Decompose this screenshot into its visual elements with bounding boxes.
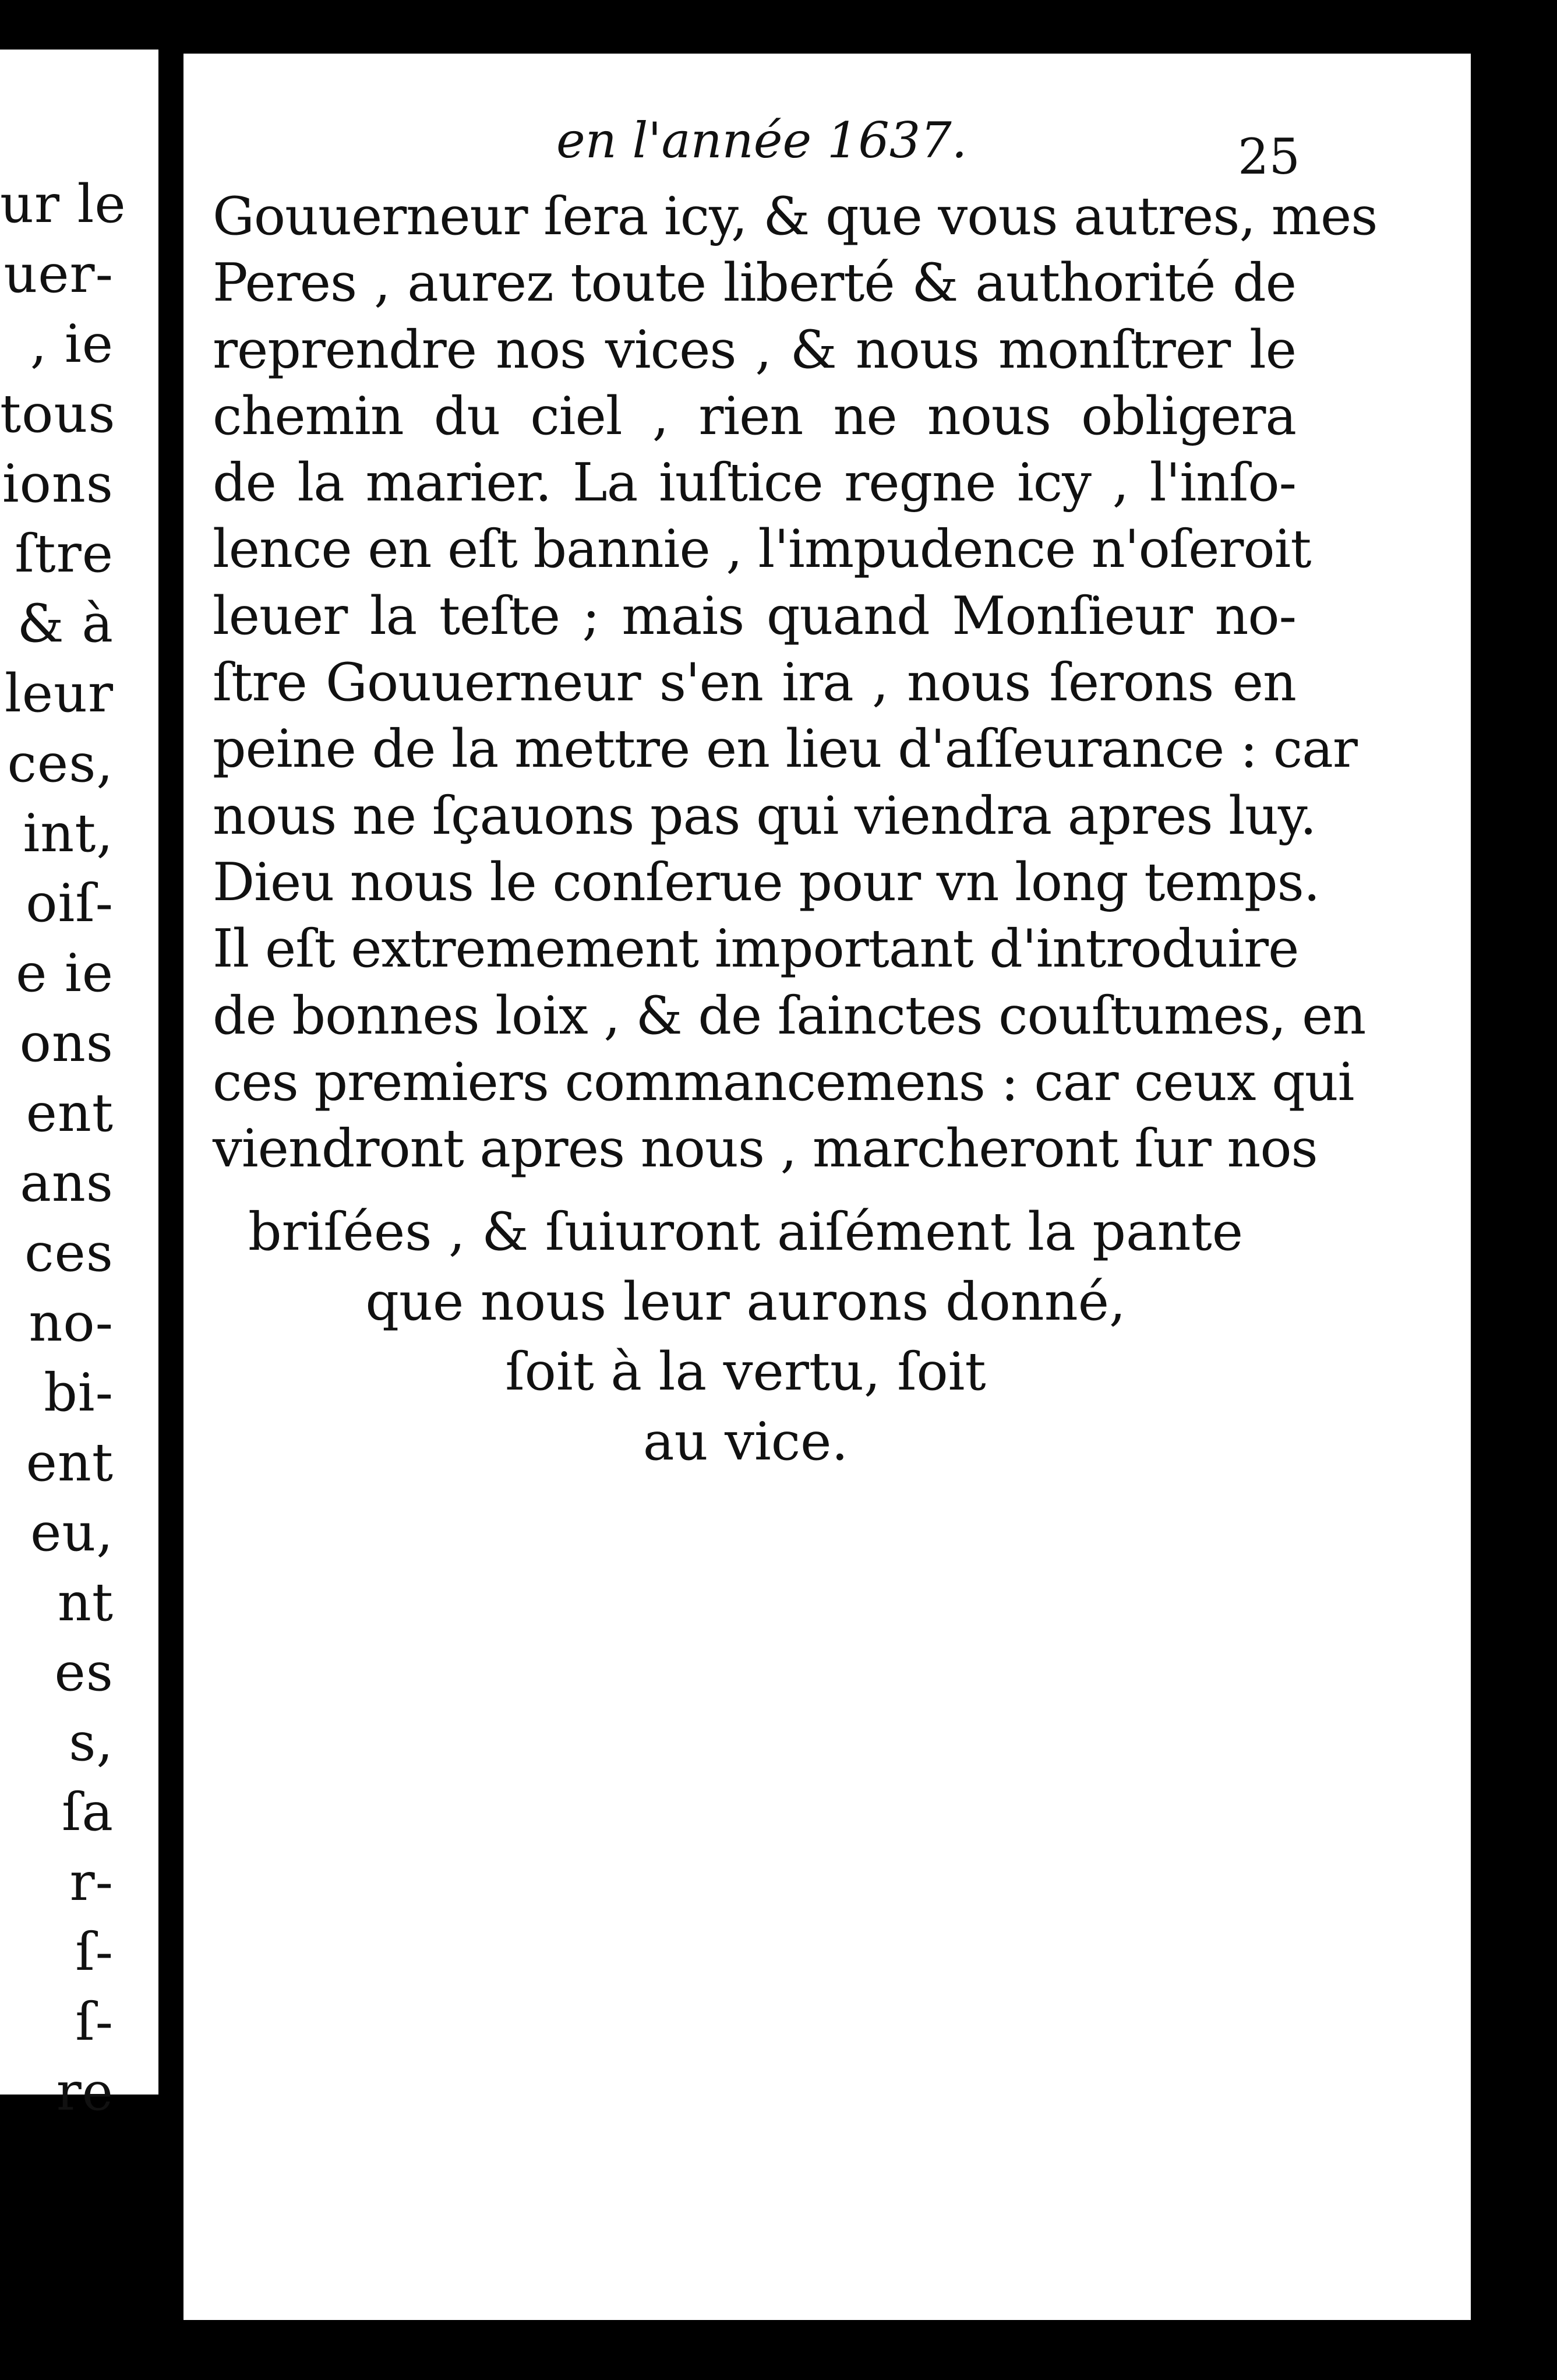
closing-line: briſées , & ſuiuront aiſément la pante [248, 1201, 1244, 1263]
closing-line: au vice. [642, 1411, 849, 1472]
left-page-line: & à [17, 593, 114, 654]
right-page [183, 54, 1471, 2320]
running-head: en l'année 1637. [556, 112, 968, 169]
left-page-line: e ie [16, 943, 114, 1004]
left-page-line: ſtre [15, 523, 114, 584]
body-text [213, 184, 1378, 1182]
text-line: Il eſt extremement important d'introduire [213, 918, 1299, 980]
left-page-line: es [54, 1642, 114, 1703]
text-line: ſtre Gouuerneur s'en ira , nous ſerons en [213, 652, 1296, 714]
text-line: viendront apres nous , marcheront ſur nos [213, 1118, 1318, 1180]
left-page-line: ur le [0, 174, 126, 235]
left-page-line: ſ- [75, 1921, 114, 1983]
left-page-line: re [56, 2061, 114, 2122]
closing-line: que nous leur aurons donné, [365, 1271, 1126, 1332]
text-line: de la marier. La iuſtice regne icy , l'inſo- [213, 452, 1296, 514]
text-line: nous ne ſçauons pas qui viendra apres luy. [213, 785, 1316, 847]
closing-line: ſoit à la vertu, ſoit [505, 1341, 986, 1402]
left-page-line: ſa [62, 1782, 114, 1843]
text-line: Gouuerneur ſera icy, & que vous autres, mes [213, 186, 1378, 247]
left-page-line: ces [24, 1222, 114, 1284]
text-line: leuer la teſte ; mais quand Monſieur no- [213, 585, 1296, 647]
left-page-line: eu, [30, 1502, 114, 1563]
left-page-line: no- [29, 1292, 114, 1353]
left-page-line: ſ- [75, 1991, 114, 2053]
left-page-line: ces, [7, 733, 114, 794]
text-line: lence en eſt bannie , l'impudence n'oſeroit [213, 519, 1311, 580]
left-page-line: bi- [44, 1362, 114, 1423]
left-page-line: ons [19, 1013, 114, 1074]
text-line: Peres , aurez toute liberté & authorité de [213, 252, 1296, 314]
left-page-line: r- [69, 1852, 114, 1913]
left-page-line: ent [26, 1083, 114, 1144]
left-page-line: ans [20, 1152, 114, 1214]
page-number: 25 [1238, 128, 1300, 185]
text-line: chemin du ciel , rien ne nous obligera [213, 385, 1296, 447]
left-page-line: nt [57, 1572, 114, 1633]
left-page-line: , ie [30, 313, 114, 375]
left-page-line: oiſ- [26, 873, 114, 934]
left-page-line: uer- [3, 244, 114, 305]
text-line: de bonnes loix , & de ſainctes couſtumes, en [213, 985, 1366, 1046]
left-page-fragment [0, 50, 158, 2122]
left-page-line: ent [26, 1432, 114, 1493]
left-page-line: ions [2, 453, 114, 514]
left-page-line: tous [0, 383, 116, 445]
text-line: peine de la mettre en lieu d'aſſeurance : car [213, 718, 1357, 780]
text-line: ces premiers commancemens : car ceux qui [213, 1051, 1354, 1113]
text-line: reprendre nos vices , & nous monſtrer le [213, 319, 1296, 380]
left-page-line: leur [4, 663, 114, 724]
left-page-text-column [0, 170, 126, 2127]
closing-text-block [183, 1197, 1471, 1477]
left-page-line: s, [69, 1712, 114, 1773]
left-page-line: int, [23, 803, 114, 864]
text-line: Dieu nous le conſerue pour vn long temps. [213, 851, 1320, 913]
